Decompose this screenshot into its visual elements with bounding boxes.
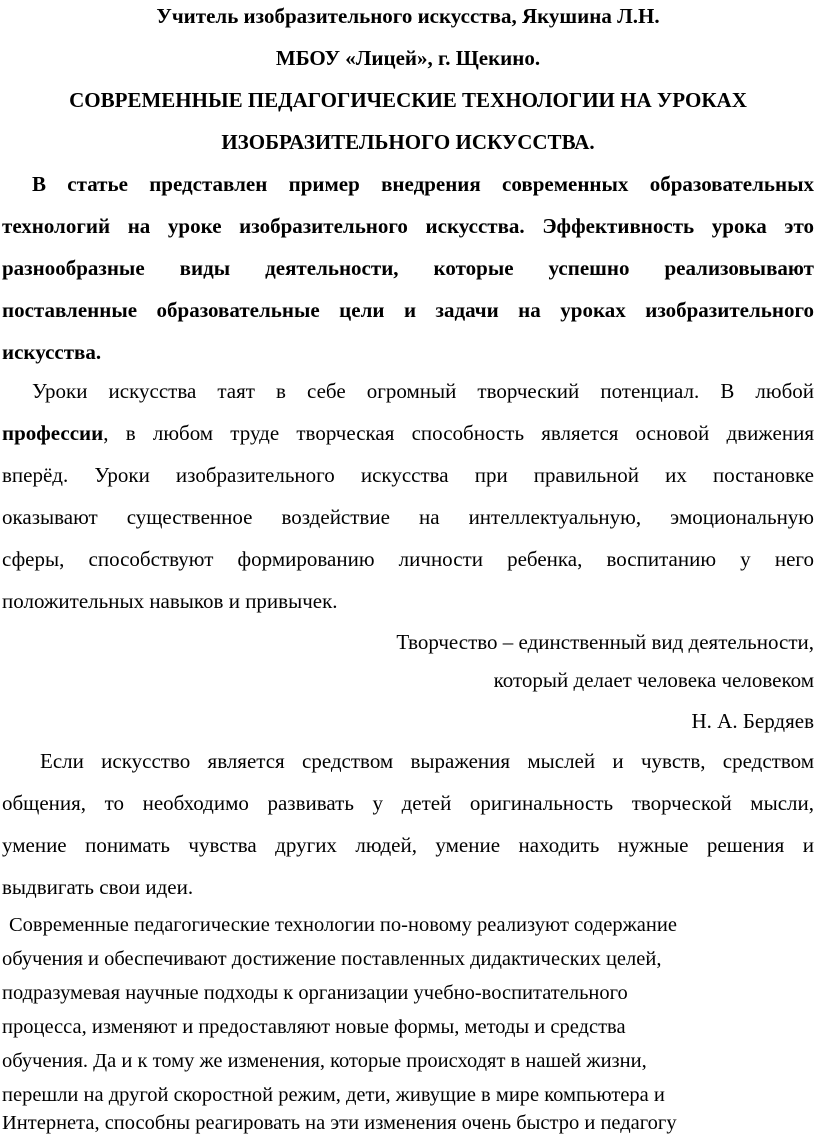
paragraph3-line-7: Интернета, способны реагировать на эти изменения очень быстро и педагогу	[2, 1112, 677, 1134]
abstract-line-4: поставленные образовательные цели и задачи на уроках изобразительного	[2, 298, 814, 322]
paragraph3-line-1: Современные педагогические технологии по-новому реализуют содержание	[9, 914, 677, 936]
paragraph3-line-4: процесса, изменяют и предоставляют новые формы, методы и средства	[2, 1016, 626, 1038]
quote-line-2: который делает человека человеком	[493, 668, 814, 692]
paragraph3-line-6: перешли на другой скоростной режим, дети, живущие в мире компьютера и	[2, 1084, 665, 1106]
abstract-line-5: искусства.	[2, 340, 102, 364]
paragraph1-line-1: Уроки искусства таят в себе огромный творческий потенциал. В любой	[32, 379, 814, 403]
paragraph1-line-2	[2, 420, 814, 446]
abstract-line-1: В статье представлен пример внедрения современных образовательных	[32, 172, 814, 196]
paragraph2-line-1: Если искусство является средством выражения мыслей и чувств, средством	[40, 749, 814, 773]
quote-line-1: Творчество – единственный вид деятельности,	[396, 630, 814, 654]
quote-author: Н. А. Бердяев	[691, 709, 814, 733]
paragraph3-line-5: обучения. Да и к тому же изменения, которые происходят в нашей жизни,	[2, 1050, 647, 1072]
paragraph1-line-2-rest: , в любом труде творческая способность является основой движения	[103, 421, 814, 445]
paragraph2-line-4: выдвигать свои идеи.	[2, 875, 194, 899]
paragraph2-line-3: умение понимать чувства других людей, умение находить нужные решения и	[2, 833, 814, 857]
paragraph1-line-4: оказывают существенное воздействие на интеллектуальную, эмоциональную	[2, 505, 814, 529]
school-line: МБОУ «Лицей», г. Щекино.	[275, 46, 541, 70]
title-line-2: ИЗОБРАЗИТЕЛЬНОГО ИСКУССТВА.	[221, 130, 595, 154]
paragraph2-line-2: общения, то необходимо развивать у детей оригинальность творческой мысли,	[2, 791, 814, 815]
paragraph1-line-3: вперёд. Уроки изобразительного искусства при правильной их постановке	[2, 463, 814, 487]
abstract-line-3: разнообразные виды деятельности, которые успешно реализовывают	[2, 256, 814, 280]
abstract-line-2: технологий на уроке изобразительного искусства. Эффективность урока это	[2, 214, 814, 238]
paragraph3-line-2: обучения и обеспечивают достижение поставленных дидактических целей,	[2, 948, 662, 970]
title-line-1: СОВРЕМЕННЫЕ ПЕДАГОГИЧЕСКИЕ ТЕХНОЛОГИИ НА УРОКАХ	[69, 88, 747, 112]
author-line: Учитель изобразительного искусства, Якушина Л.Н.	[156, 4, 660, 28]
paragraph3-line-3: подразумевая научные подходы к организации учебно-воспитательного	[2, 982, 628, 1004]
paragraph1-line-5: сферы, способствуют формированию личности ребенка, воспитанию у него	[2, 547, 814, 571]
paragraph1-line-6: положительных навыков и привычек.	[2, 589, 338, 613]
profession-bold: профессии	[2, 421, 104, 445]
